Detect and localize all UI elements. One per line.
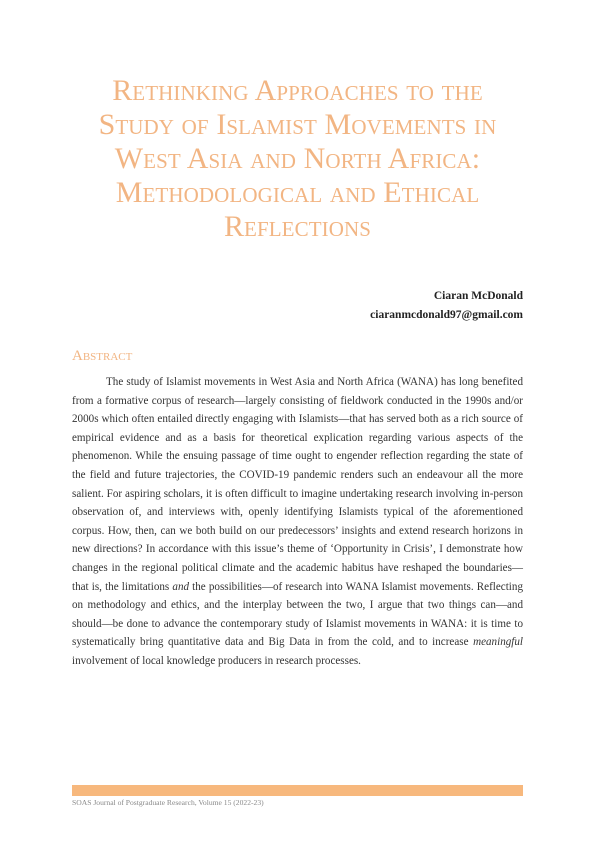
- author-block: [370, 287, 523, 325]
- title-line-2: Study of Islamist Movements in: [98, 108, 497, 141]
- abstract-body: [72, 373, 523, 671]
- footer-bar: [72, 785, 523, 796]
- title-line-3: West Asia and North Africa:: [114, 142, 481, 175]
- abstract-heading: Abstract: [72, 348, 133, 364]
- abstract-text-c: involvement of local knowledge producers in research processes.: [72, 654, 361, 667]
- author-email[interactable]: ciaranmcdonald97@gmail.com: [370, 309, 523, 321]
- title-line-1: Rethinking Approaches to the: [112, 74, 483, 107]
- abstract-emphasis-meaningful: meaningful: [473, 636, 523, 649]
- abstract-paragraph: [72, 373, 523, 671]
- article-title: [72, 74, 523, 244]
- footer-journal-info: SOAS Journal of Postgraduate Research, Volume 15 (2022-23): [72, 798, 264, 807]
- title-line-5: Reflections: [223, 210, 372, 243]
- title-line-4: Methodological and Ethical: [115, 176, 480, 209]
- abstract-emphasis-and: and: [172, 580, 190, 593]
- abstract-text-b: the possibilities—of research into WANA Islamist movements. Reflecting on methodology and ethics, and the interplay between the two, I argue that two things can—and should—be done to advance the contemporary study of Islamist movements in WANA: it is time to systematically bring quantitative data and Big Data in from the cold, and to increase: [72, 580, 523, 649]
- author-name: Ciaran McDonald: [433, 290, 523, 302]
- abstract-text-a: The study of Islamist movements in West Asia and North Africa (WANA) has long benefited from a formative corpus of research—largely consisting of fieldwork conducted in the 1990s and/or 2000s which often entailed directly engaging with Islamists—that has served both as a rich source of empirical evidence and as a basis for theoretical explication regarding various aspects of the phenomenon. While the ensuing passage of time ought to engender reflection regarding the state of the field and future trajectories, the COVID-19 pandemic renders such an endeavour all the more salient. For aspiring scholars, it is often difficult to imagine undertaking research involving in-person observation of, and interviews with, openly identifying Islamists typical of the aforementioned corpus. How, then, can we both build on our predecessors’ insights and extend research horizons in new directions? In accordance with this issue’s theme of ‘Opportunity in Crisis’, I demonstrate how changes in the regional political climate and the academic habitus have reshaped the boundaries—that is, the limitations: [72, 376, 523, 593]
